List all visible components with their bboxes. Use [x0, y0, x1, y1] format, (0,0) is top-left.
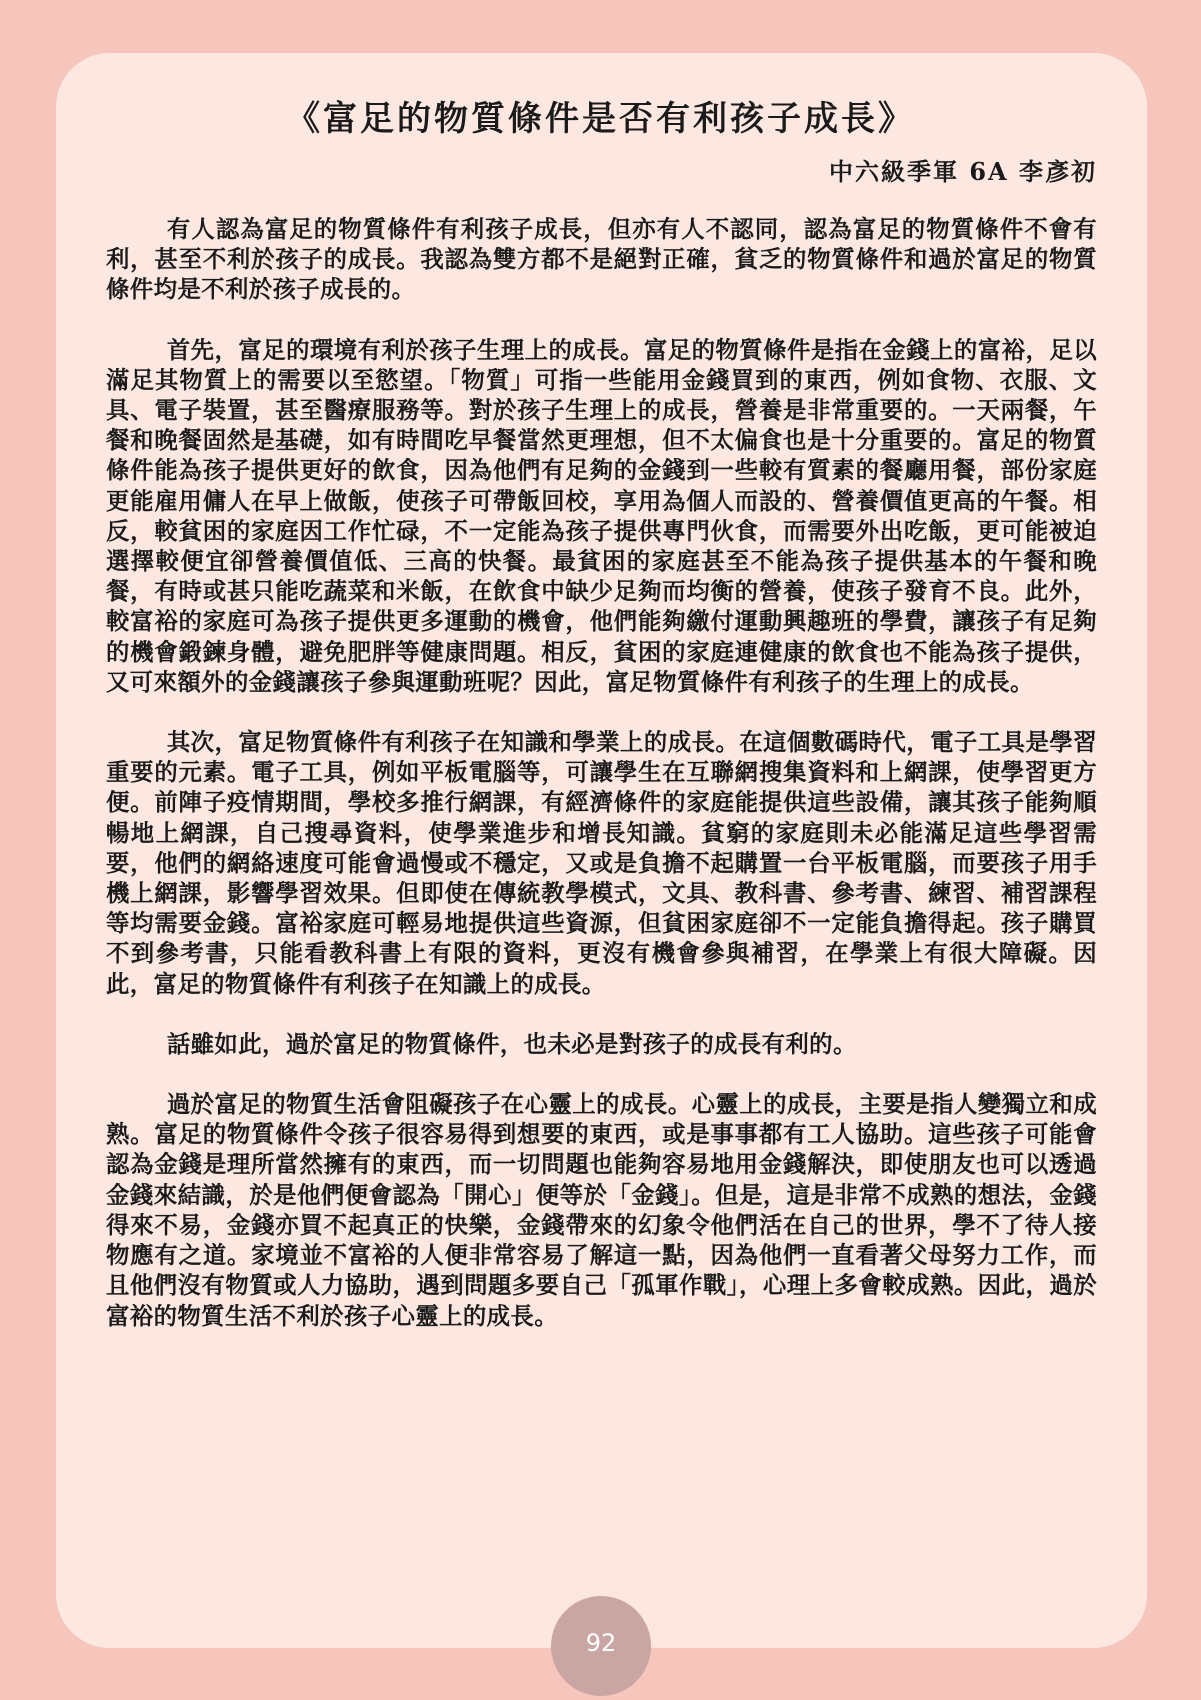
document-title: 《富足的物質條件是否有利孩子成長》: [286, 99, 915, 139]
paragraph-intro: 有人認為富足的物質條件有利孩子成長，但亦有人不認同，認為富足的物質條件不會有利，甚至不利於孩子的成長。我認為雙方都不是絕對正確，貧乏的物質條件和過於富足的物質條件均是不利於孩子成長的。: [106, 215, 1097, 304]
paragraph-academic-growth: 其次，富足物質條件有利孩子在知識和學業上的成長。在這個數碼時代，電子工具是學習重要的元素。電子工具，例如平板電腦等，可讓學生在互聯網搜集資料和上網課，使學習更方便。前陣子疫情期間，學校多推行網課，有經濟條件的家庭能提供這些設備，讓其孩子能夠順暢地上網課，自己搜尋資料，使學業進步和增長知識。貧窮的家庭則未必能滿足這些學習需要，他們的網絡速度可能會過慢或不穩定，又或是負擔不起購置一台平板電腦，而要孩子用手機上網課，影響學習效果。但即使在傳統教學模式，文具、教科書、參考書、練習、補習課程等均需要金錢。富裕家庭可輕易地提供這些資源，但貧困家庭卻不一定能負擔得起。孩子購買不到參考書，只能看教科書上有限的資料，更沒有機會參與補習，在學業上有很大障礙。因此，富足的物質條件有利孩子在知識上的成長。: [106, 728, 1097, 998]
page-number-badge: [551, 1596, 651, 1696]
page-number: 92: [585, 1629, 617, 1657]
author-line: 中六級季軍 6A 李彥初: [828, 157, 1097, 186]
paragraph-mental-growth: 過於富足的物質生活會阻礙孩子在心靈上的成長。心靈上的成長，主要是指人變獨立和成熟。富足的物質條件令孩子很容易得到想要的東西，或是事事都有工人協助。這些孩子可能會認為金錢是理所當然擁有的東西，而一切問題也能夠容易地用金錢解決，即使朋友也可以透過金錢來結識，於是他們便會認為「開心」便等於「金錢」。但是，這是非常不成熟的想法，金錢得來不易，金錢亦買不起真正的快樂，金錢帶來的幻象令他們活在自己的世界，學不了待人接物應有之道。家境並不富裕的人便非常容易了解這一點，因為他們一直看著父母努力工作，而且他們沒有物質或人力協助，遇到問題多要自己「孤軍作戰」，心理上多會較成熟。因此，過於富裕的物質生活不利於孩子心靈上的成長。: [106, 1090, 1097, 1330]
paragraph-physical-growth: 首先，富足的環境有利於孩子生理上的成長。富足的物質條件是指在金錢上的富裕，足以滿足其物質上的需要以至慾望。「物質」可指一些能用金錢買到的東西，例如食物、衣服、文具、電子裝置，甚至醫療服務等。對於孩子生理上的成長，營養是非常重要的。一天兩餐，午餐和晚餐固然是基礎，如有時間吃早餐當然更理想，但不太偏食也是十分重要的。富足的物質條件能為孩子提供更好的飲食，因為他們有足夠的金錢到一些較有質素的餐廳用餐，部份家庭更能雇用傭人在早上做飯，使孩子可帶飯回校，享用為個人而設的、營養價值更高的午餐。相反，較貧困的家庭因工作忙碌，不一定能為孩子提供專門伙食，而需要外出吃飯，更可能被迫選擇較便宜卻營養價值低、三高的快餐。最貧困的家庭甚至不能為孩子提供基本的午餐和晚餐，有時或甚只能吃蔬菜和米飯，在飲食中缺少足夠而均衡的營養，使孩子發育不良。此外，較富裕的家庭可為孩子提供更多運動的機會，他們能夠繳付運動興趣班的學費，讓孩子有足夠的機會鍛鍊身體，避免肥胖等健康問題。相反，貧困的家庭連健康的飲食也不能為孩子提供，又可來額外的金錢讓孩子參與運動班呢？因此，富足物質條件有利孩子的生理上的成長。: [106, 335, 1097, 696]
essay-body: [106, 214, 1097, 1361]
paragraph-transition: 話雖如此，過於富足的物質條件，也未必是對孩子的成長有利的。: [166, 1029, 857, 1058]
